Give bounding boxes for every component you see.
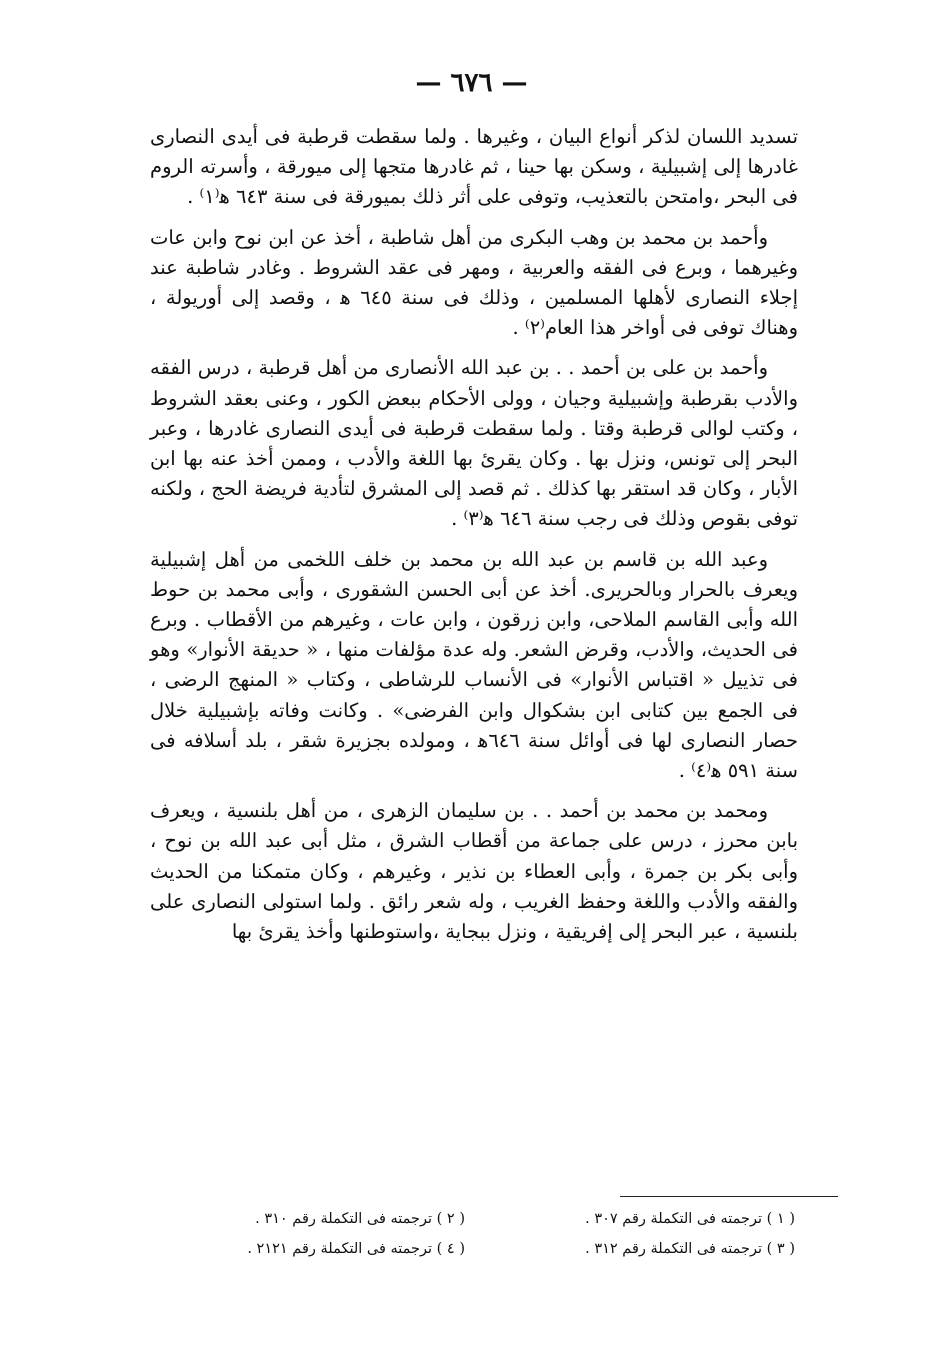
main-text [150, 122, 798, 957]
paragraph: ومحمد بن محمد بن أحمد . . بن سليمان الزهرى ، من أهل بلنسية ، ويعرف بابن محرز ، درس على جماعة من أقطاب الشرق ، مثل أبى عبد الله بن نوح ، وأبى بكر بن جمرة ، وأبى العطاء بن نذير ، وغيرهم ، وكان متمكنا من الحديث والفقه والأدب واللغة وحفظ الغريب ، وله شعر رائق . ولما استولى النصارى على بلنسية ، عبر البحر إلى إفريقية ، ونزل ببجاية ،واستوطنها وأخذ يقرئ بها [150, 799, 798, 944]
footnote: ( ٤ ) ترجمته فى التكملة رقم ٢١٢١ . [247, 1241, 465, 1257]
footnote: ( ١ ) ترجمته فى التكملة رقم ٣٠٧ . [585, 1211, 795, 1227]
footnote: ( ٢ ) ترجمته فى التكملة رقم ٣١٠ . [255, 1211, 465, 1227]
footnotes [175, 1208, 795, 1260]
paragraph: وأحمد بن على بن أحمد . . بن عبد الله الأنصارى من أهل قرطبة ، درس الفقه والأدب بقرطبة وإشبيلية وجيان ، وولى الأحكام ببعض الكور ، وعنى بعقد الشروط ، وكتب لوالى قرطبة وقتا . ولما سقطت قرطبة فى أيدى النصارى غادرها ، وعبر البحر إلى تونس، ونزل بها . وكان يقرئ بها اللغة والأدب ، وممن أخذ عنه بها ابن الأبار ، وكان قد استقر بها كذلك . ثم قصد إلى المشرق لتأدية فريضة الحج ، ولكنه توفى بقوص وذلك فى رجب سنة ٦٤٦ ه‍⁽٣⁾ . [150, 356, 798, 531]
footnote-divider [620, 1196, 838, 1197]
paragraph: تسديد اللسان لذكر أنواع البيان ، وغيرها . ولما سقطت قرطبة فى أيدى النصارى غادرها إلى إشبيلية ، وسكن بها حينا ، ثم غادرها متجها إلى ميورقة ، وأسرته الروم فى البحر ،وامتحن بالتعذيب، وتوفى على أثر ذلك بميورقة فى سنة ٦٤٣ ه‍⁽١⁾ . [150, 125, 798, 209]
footnote: ( ٣ ) ترجمته فى التكملة رقم ٣١٢ . [585, 1241, 795, 1257]
paragraph: وعبد الله بن قاسم بن عبد الله بن محمد بن خلف اللخمى من أهل إشبيلية ويعرف بالحرار وبالحريرى. أخذ عن أبى الحسن الشقورى ، وأبى محمد بن حوط الله وأبى القاسم الملاحى، وابن زرقون ، وابن عات ، وغيرهم من الأقطاب . وبرع فى الحديث، والأدب، وقرض الشعر. وله عدة مؤلفات منها ، « حديقة الأنوار» وهو فى تذييل « اقتباس الأنوار» فى الأنساب للرشاطى ، وكتاب « المنهج الرضى ، فى الجمع بين كتابى ابن بشكوال وابن الفرضى» . وكانت وفاته بإشبيلية خلال حصار النصارى لها فى أوائل سنة ٦٤٦ه‍ ، ومولده بجزيرة شقر ، بلد أسلافه فى سنة ٥٩١ ه‍⁽٤⁾ . [150, 547, 799, 783]
paragraph: وأحمد بن محمد بن وهب البكرى من أهل شاطبة ، أخذ عن ابن نوح وابن عات وغيرهما ، وبرع فى الفقه والعربية ، ومهر فى عقد الشروط . وغادر شاطبة عند إجلاء النصارى لأهلها المسلمين ، وذلك فى سنة ٦٤٥ ه‍ ، وقصد إلى أوريولة ، وهناك توفى فى أواخر هذا العام⁽٢⁾ . [150, 225, 798, 340]
page-number: — ٦٧٦ — [415, 68, 528, 98]
